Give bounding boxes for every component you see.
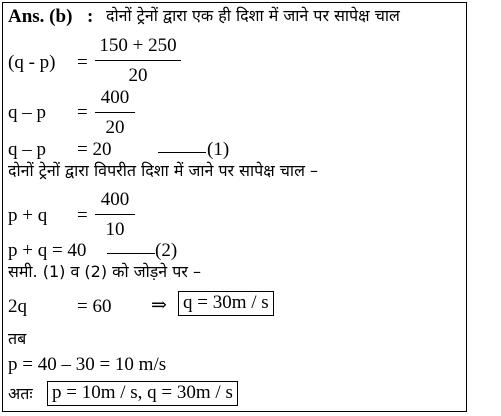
eq6-lhs: 2q: [8, 296, 27, 317]
eq4-fraction: [95, 189, 135, 241]
answer-solution-panel: [2, 2, 467, 412]
eq7-text: p = 40 – 30 = 10 m/s: [8, 354, 167, 375]
eq4-equals: =: [77, 205, 88, 226]
then-label: तब: [8, 329, 27, 348]
eq2-denominator: 20: [105, 117, 125, 138]
eq4-lhs: p + q: [8, 205, 48, 226]
eq6-boxed-result: q = 30m / s: [178, 291, 274, 316]
eq3-tag: (1): [207, 139, 230, 160]
eq1-fraction: [95, 35, 181, 87]
final-label: अतः: [8, 384, 33, 403]
eq5-dash-line: [107, 253, 155, 254]
eq1-lhs: (q - p): [8, 52, 56, 73]
eq6-rhs: = 60: [77, 296, 112, 317]
opposite-direction-text: दोनों ट्रेनों द्वारा विपरीत दिशा में जाने पर सापेक्ष चाल –: [8, 161, 319, 180]
eq1-denominator: 20: [128, 65, 148, 86]
eq4-fraction-bar: [95, 214, 135, 215]
eq3-lhs: q – p: [8, 139, 46, 160]
implies-arrow: ⇒: [151, 295, 167, 316]
answer-label: Ans. (b): [8, 6, 73, 27]
eq1-numerator: 150 + 250: [99, 35, 177, 56]
eq3-dash-line: [158, 152, 206, 153]
eq2-equals: =: [77, 102, 88, 123]
eq3-rhs: = 20: [77, 139, 112, 160]
eq4-numerator: 400: [100, 189, 130, 210]
eq5-text: p + q = 40: [8, 240, 87, 261]
adding-equations-text: समी. (1) व (2) को जोड़ने पर –: [8, 262, 201, 281]
header-text: दोनों ट्रेनों द्वारा एक ही दिशा में जाने पर सापेक्ष चाल: [106, 6, 400, 25]
eq1-equals: =: [77, 52, 88, 73]
eq5-tag: (2): [155, 240, 178, 261]
final-boxed-result: p = 10m / s, q = 30m / s: [47, 381, 238, 406]
eq2-numerator: 400: [100, 87, 130, 108]
eq2-fraction: [95, 87, 135, 139]
eq2-lhs: q – p: [8, 102, 46, 123]
eq2-fraction-bar: [95, 112, 135, 113]
eq4-denominator: 10: [105, 219, 125, 240]
answer-colon: :: [87, 6, 94, 27]
eq1-fraction-bar: [95, 60, 181, 61]
